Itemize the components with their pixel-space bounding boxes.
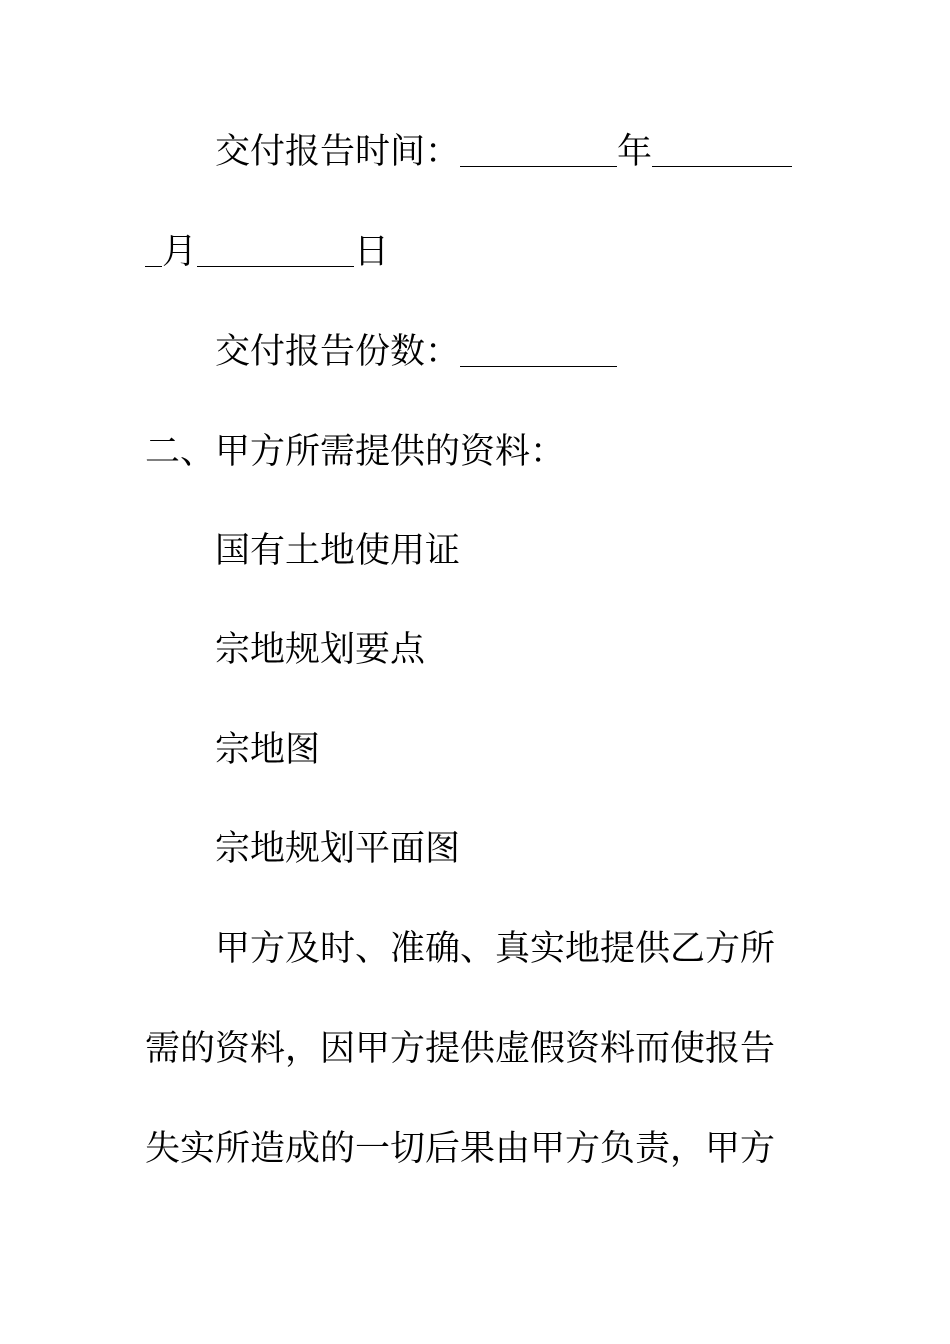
list-item: 宗地规划要点: [215, 630, 426, 670]
month-label: 月: [162, 232, 198, 272]
list-item: 宗地图: [215, 730, 321, 770]
list-item: 国有土地使用证: [215, 531, 461, 571]
section-heading: 二、甲方所需提供的资料：: [145, 432, 566, 472]
year-blank[interactable]: [460, 132, 617, 167]
paragraph-line: 甲方及时、准确、真实地提供乙方所: [215, 929, 776, 969]
paragraph-line: 失实所造成的一切后果由甲方负责，甲方: [145, 1129, 776, 1169]
paragraph-line: 需的资料，因甲方提供虚假资料而使报告: [145, 1029, 776, 1069]
year-label: 年: [617, 132, 653, 172]
list-item: 宗地规划平面图: [215, 829, 461, 869]
delivery-time-line-cont: [0, 224, 950, 280]
delivery-count-line: [0, 324, 950, 380]
delivery-time-label: 交付报告时间：: [215, 132, 461, 172]
count-blank[interactable]: [460, 332, 617, 367]
month-blank-b[interactable]: [145, 232, 162, 267]
month-blank-a[interactable]: [652, 132, 792, 167]
delivery-count-label: 交付报告份数：: [215, 332, 461, 372]
day-label: 日: [354, 232, 390, 272]
delivery-time-line: [0, 124, 950, 180]
day-blank[interactable]: [197, 232, 354, 267]
